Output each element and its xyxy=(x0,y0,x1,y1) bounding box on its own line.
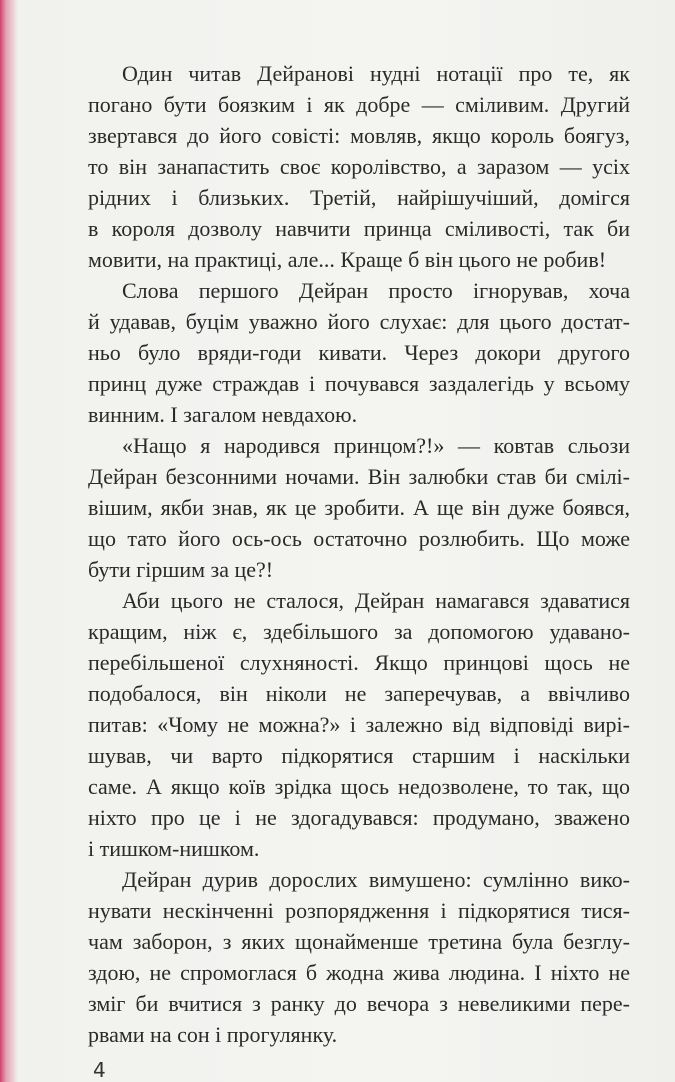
text-line: «Нащо я народився принцом?!» — ковтав сльози xyxy=(122,433,630,458)
book-text xyxy=(88,58,630,1050)
text-line: рвами на сон і прогулянку. xyxy=(88,1022,338,1047)
text-line: й удавав, буцім уважно його слухає: для цього достат- xyxy=(88,309,630,334)
paragraph xyxy=(88,585,630,864)
text-line: подобалося, він ніколи не заперечував, а ввічливо xyxy=(88,681,630,706)
text-line: Один читав Дейранові нудні нотації про те, як xyxy=(122,61,630,86)
paragraph xyxy=(88,275,630,430)
text-line: принц дуже страждав і почувався заздалегідь у всьому xyxy=(88,371,630,396)
text-line: погано бути боязким і як добре — сміливим. Другий xyxy=(88,92,630,117)
text-line: і тишком-нишком. xyxy=(88,836,260,861)
text-line: питав: «Чому не можна?» і залежно від відповіді вирі- xyxy=(88,712,630,737)
text-line: Слова першого Дейран просто ігнорував, хоча xyxy=(122,278,630,303)
text-line: винним. І загалом невдахою. xyxy=(88,402,358,427)
text-line: ньо було вряди-годи кивати. Через докори другого xyxy=(88,340,630,365)
text-line: то він занапастить своє королівство, а заразом — усіх xyxy=(88,154,630,179)
page-number: 4 xyxy=(93,1058,106,1082)
text-line: Дейран безсонними ночами. Він залюбки став би смілі- xyxy=(88,464,630,489)
text-line: перебільшеної слухняності. Якщо принцові щось не xyxy=(88,650,630,675)
paragraph xyxy=(88,58,630,275)
text-line: здою, не спромоглася б жодна жива людина. І ніхто не xyxy=(88,960,630,985)
text-line: звертався до його совісті: мовляв, якщо король боягуз, xyxy=(88,123,630,148)
text-line: мовити, на практиці, але... Краще б він цього не робив! xyxy=(88,247,607,272)
text-line: саме. А якщо коїв зрідка щось недозволене, то так, що xyxy=(88,774,630,799)
paragraph xyxy=(88,864,630,1050)
text-line: Аби цього не сталося, Дейран намагався здаватися xyxy=(122,588,630,613)
text-line: зміг би вчитися з ранку до вечора з невеликими пере- xyxy=(88,991,630,1016)
text-line: нувати нескінченні розпорядження і підкорятися тися- xyxy=(88,898,630,923)
text-line: чам заборон, з яких щонайменше третина була безглу- xyxy=(88,929,630,954)
text-line: бути гіршим за це?! xyxy=(88,557,274,582)
text-line: кращим, ніж є, здебільшого за допомогою удавано- xyxy=(88,619,630,644)
text-line: Дейран дурив дорослих вимушено: сумлінно вико- xyxy=(122,867,630,892)
text-line: що тато його ось-ось остаточно розлюбить. Що може xyxy=(88,526,630,551)
text-line: рідних і близьких. Третій, найрішучіший, домігся xyxy=(88,185,630,210)
paragraph xyxy=(88,430,630,585)
text-line: ніхто про це і не здогадувався: продумано, зважено xyxy=(88,805,630,830)
text-line: в короля дозволу навчити принца сміливості, так би xyxy=(88,216,630,241)
text-line: вішим, якби знав, як це зробити. А ще він дуже боявся, xyxy=(88,495,630,520)
text-line: шував, чи варто підкорятися старшим і наскільки xyxy=(88,743,630,768)
